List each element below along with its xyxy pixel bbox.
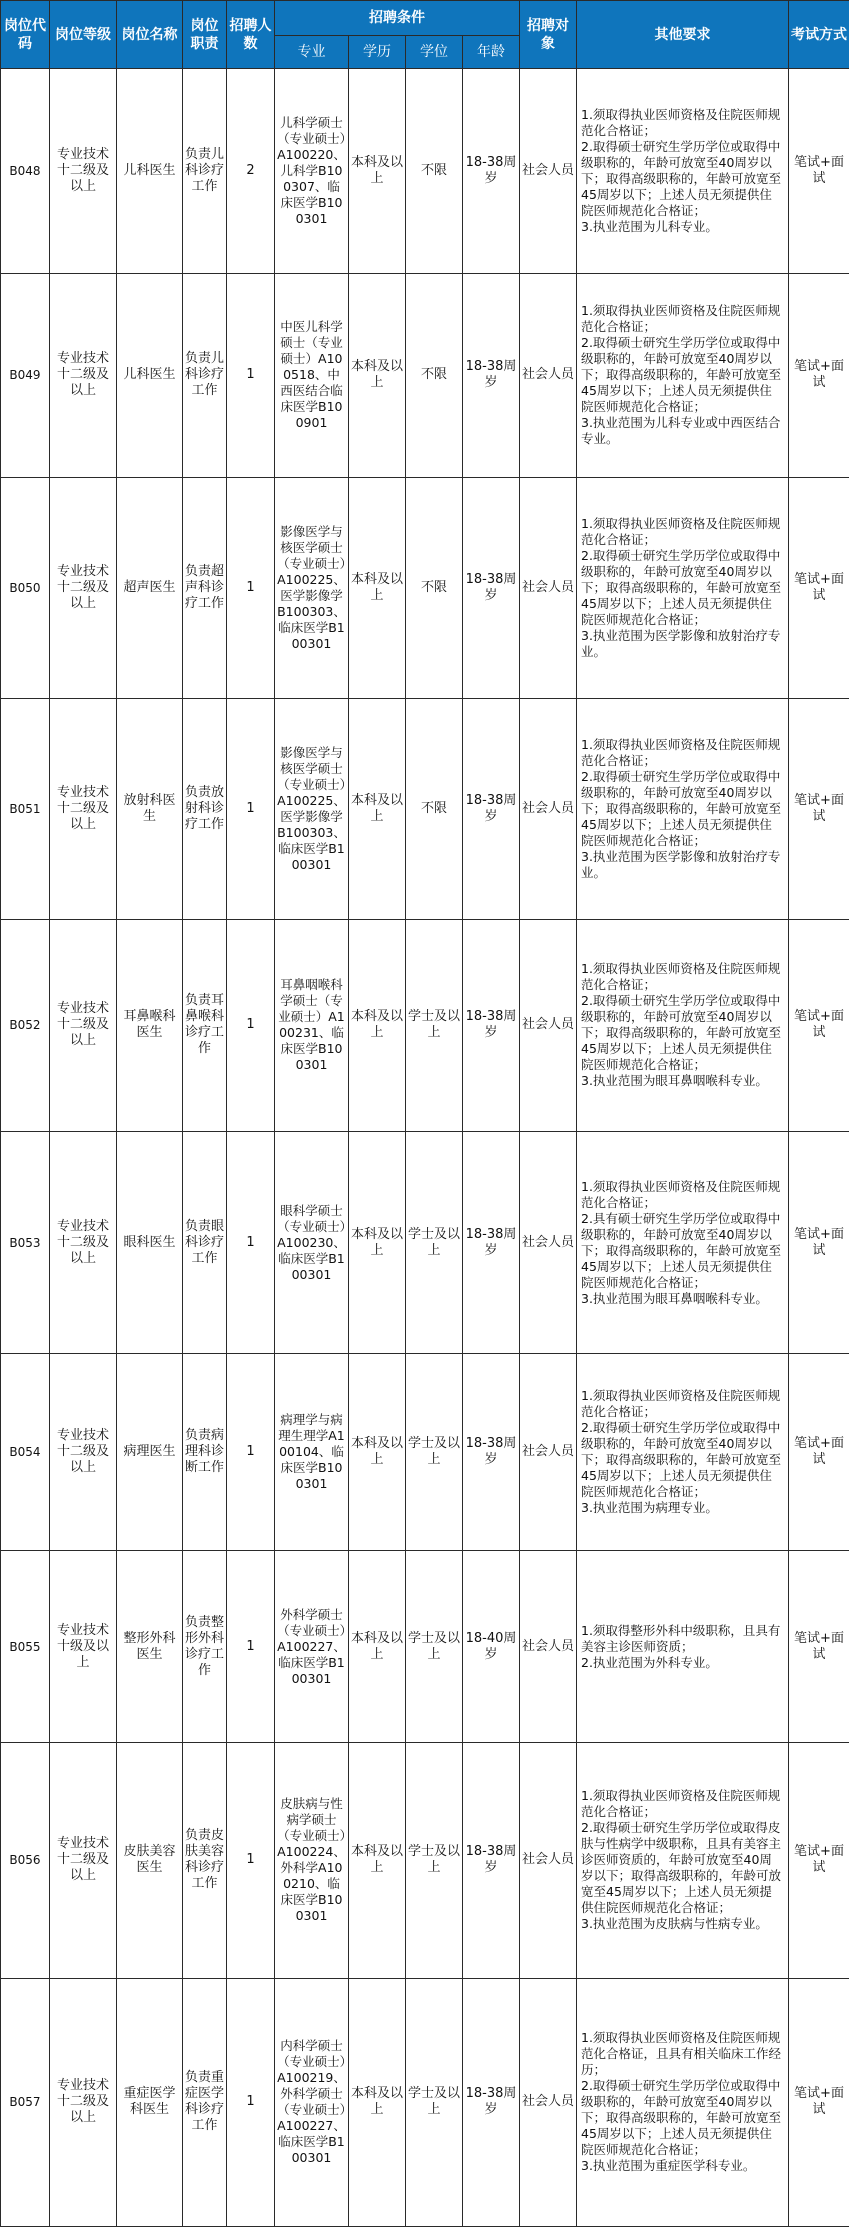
cell-count: 1 (227, 698, 275, 919)
requirement-line: 2.取得硕士研究生学历学位或取得中级职称的，年龄可放宽至40周岁以下；取得高级职称的，年龄可放宽至45周岁以下；上述人员无须提供住院医师规范化合格证； (581, 1420, 782, 1500)
cell-count: 1 (227, 477, 275, 698)
requirement-line: 3.执业范围为皮肤病与性病专业。 (581, 1916, 768, 1932)
header-level: 岗位等级 (50, 1, 117, 69)
cell-degree: 学士及以上 (406, 1978, 463, 2226)
cell-major: 眼科学硕士（专业硕士）A100230、临床医学B100301 (275, 1132, 349, 1354)
cell-exam: 笔试+面试 (789, 273, 849, 477)
table-row (1, 1742, 849, 1978)
cell-level: 专业技术十二级及以上 (50, 273, 117, 477)
header-age: 年龄 (463, 36, 520, 69)
cell-other (577, 698, 789, 919)
cell-level: 专业技术十二级及以上 (50, 69, 117, 274)
cell-age: 18-38周岁 (463, 1742, 520, 1978)
cell-other (577, 69, 789, 274)
cell-degree: 学士及以上 (406, 1742, 463, 1978)
cell-duty: 负责皮肤美容科诊疗工作 (183, 1742, 227, 1978)
header-code: 岗位代码 (1, 1, 50, 69)
cell-age: 18-38周岁 (463, 919, 520, 1132)
cell-name: 耳鼻喉科医生 (117, 919, 183, 1132)
cell-age: 18-38周岁 (463, 1132, 520, 1354)
cell-age: 18-38周岁 (463, 273, 520, 477)
requirement-line: 2.取得硕士研究生学历学位或取得皮肤与性病学中级职称，且具有美容主诊医师资质的，年龄可放宽至40周岁以下；取得高级职称的，年龄可放宽至45周岁以下；上述人员无须提供住院医师规范化合格证； (581, 1820, 782, 1916)
header-education: 学历 (349, 36, 406, 69)
cell-count: 1 (227, 273, 275, 477)
requirement-line: 3.执业范围为儿科专业。 (581, 218, 718, 234)
table-row (1, 273, 849, 477)
cell-education: 本科及以上 (349, 698, 406, 919)
requirement-line: 3.执业范围为眼耳鼻咽喉科专业。 (581, 1290, 768, 1306)
cell-degree: 学士及以上 (406, 1132, 463, 1354)
requirement-line: 2.取得硕士研究生学历学位或取得中级职称的，年龄可放宽至40周岁以下；取得高级职称的，年龄可放宽至45周岁以下；上述人员无须提供住院医师规范化合格证； (581, 138, 782, 218)
requirement-line: 2.取得硕士研究生学历学位或取得中级职称的，年龄可放宽至40周岁以下；取得高级职称的，年龄可放宽至45周岁以下；上述人员无须提供住院医师规范化合格证； (581, 335, 782, 415)
cell-education: 本科及以上 (349, 477, 406, 698)
cell-education: 本科及以上 (349, 1132, 406, 1354)
cell-count: 1 (227, 1742, 275, 1978)
cell-code: B053 (1, 1132, 50, 1354)
cell-name: 皮肤美容医生 (117, 1742, 183, 1978)
cell-code: B048 (1, 69, 50, 274)
cell-other (577, 1742, 789, 1978)
header-count: 招聘人数 (227, 1, 275, 69)
cell-exam: 笔试+面试 (789, 1742, 849, 1978)
cell-exam: 笔试+面试 (789, 1978, 849, 2226)
cell-education: 本科及以上 (349, 1978, 406, 2226)
header-target: 招聘对象 (520, 1, 577, 69)
cell-target: 社会人员 (520, 919, 577, 1132)
requirement-line: 1.须取得执业医师资格及住院医师规范化合格证； (581, 736, 781, 768)
header-degree: 学位 (406, 36, 463, 69)
cell-exam: 笔试+面试 (789, 69, 849, 274)
cell-target: 社会人员 (520, 1978, 577, 2226)
cell-code: B057 (1, 1978, 50, 2226)
header-duty: 岗位职责 (183, 1, 227, 69)
cell-code: B052 (1, 919, 50, 1132)
cell-target: 社会人员 (520, 1132, 577, 1354)
cell-degree: 不限 (406, 69, 463, 274)
requirement-line: 2.执业范围为外科专业。 (581, 1654, 718, 1670)
requirement-line: 1.须取得执业医师资格及住院医师规范化合格证； (581, 961, 781, 993)
cell-degree: 学士及以上 (406, 1551, 463, 1743)
cell-exam: 笔试+面试 (789, 698, 849, 919)
cell-name: 眼科医生 (117, 1132, 183, 1354)
cell-other (577, 919, 789, 1132)
cell-name: 超声医生 (117, 477, 183, 698)
cell-name: 儿科医生 (117, 273, 183, 477)
cell-duty: 负责放射科诊疗工作 (183, 698, 227, 919)
cell-age: 18-38周岁 (463, 1354, 520, 1551)
cell-other (577, 1132, 789, 1354)
cell-age: 18-38周岁 (463, 477, 520, 698)
requirement-line: 1.须取得执业医师资格及住院医师规范化合格证； (581, 106, 781, 138)
cell-exam: 笔试+面试 (789, 477, 849, 698)
header-conditions: 招聘条件 (275, 1, 520, 36)
requirement-line: 1.须取得执业医师资格及住院医师规范化合格证； (581, 1788, 781, 1820)
requirement-line: 2.具有硕士研究生学历学位或取得中级职称的，年龄可放宽至40周岁以下；取得高级职称的，年龄可放宽至45周岁以下；上述人员无须提供住院医师规范化合格证； (581, 1210, 782, 1290)
cell-major: 儿科学硕士（专业硕士）A100220、儿科学B100307、临床医学B100301 (275, 69, 349, 274)
cell-target: 社会人员 (520, 477, 577, 698)
cell-age: 18-38周岁 (463, 698, 520, 919)
cell-level: 专业技术十二级及以上 (50, 1742, 117, 1978)
cell-target: 社会人员 (520, 1742, 577, 1978)
requirement-line: 3.执业范围为病理专业。 (581, 1500, 718, 1516)
requirement-line: 2.取得硕士研究生学历学位或取得中级职称的，年龄可放宽至40周岁以下；取得高级职称的，年龄可放宽至45周岁以下；上述人员无须提供住院医师规范化合格证； (581, 2078, 782, 2158)
cell-major: 皮肤病与性病学硕士（专业硕士）A100224、外科学A100210、临床医学B100301 (275, 1742, 349, 1978)
cell-major: 内科学硕士（专业硕士）A100219、外科学硕士（专业硕士）A100227、临床医学B100301 (275, 1978, 349, 2226)
cell-other (577, 477, 789, 698)
cell-code: B054 (1, 1354, 50, 1551)
table-row (1, 1354, 849, 1551)
requirement-line: 3.执业范围为重症医学科专业。 (581, 2158, 756, 2174)
requirement-line: 2.取得硕士研究生学历学位或取得中级职称的，年龄可放宽至40周岁以下；取得高级职称的，年龄可放宽至45周岁以下；上述人员无须提供住院医师规范化合格证； (581, 547, 782, 627)
cell-code: B050 (1, 477, 50, 698)
cell-education: 本科及以上 (349, 69, 406, 274)
header-exam: 考试方式 (789, 1, 849, 69)
requirement-line: 1.须取得执业医师资格及住院医师规范化合格证； (581, 303, 781, 335)
cell-major: 病理学与病理生理学A100104、临床医学B100301 (275, 1354, 349, 1551)
table-row (1, 1132, 849, 1354)
cell-education: 本科及以上 (349, 1354, 406, 1551)
requirement-line: 1.须取得执业医师资格及住院医师规范化合格证，且具有相关临床工作经历； (581, 2030, 782, 2078)
cell-duty: 负责超声科诊疗工作 (183, 477, 227, 698)
cell-other (577, 1978, 789, 2226)
cell-degree: 不限 (406, 273, 463, 477)
requirement-line: 1.须取得执业医师资格及住院医师规范化合格证； (581, 1178, 781, 1210)
cell-major: 耳鼻咽喉科学硕士（专业硕士）A100231、临床医学B100301 (275, 919, 349, 1132)
cell-major: 影像医学与核医学硕士（专业硕士）A100225、医学影像学B100303、临床医学B100301 (275, 698, 349, 919)
cell-name: 儿科医生 (117, 69, 183, 274)
cell-target: 社会人员 (520, 273, 577, 477)
cell-level: 专业技术十二级及以上 (50, 1132, 117, 1354)
table-row (1, 1551, 849, 1743)
cell-count: 1 (227, 1978, 275, 2226)
cell-education: 本科及以上 (349, 919, 406, 1132)
table-row (1, 919, 849, 1132)
cell-level: 专业技术十级及以上 (50, 1551, 117, 1743)
requirement-line: 1.须取得执业医师资格及住院医师规范化合格证； (581, 1388, 781, 1420)
cell-code: B051 (1, 698, 50, 919)
cell-duty: 负责病理科诊断工作 (183, 1354, 227, 1551)
cell-exam: 笔试+面试 (789, 1551, 849, 1743)
header-other: 其他要求 (577, 1, 789, 69)
cell-level: 专业技术十二级及以上 (50, 698, 117, 919)
cell-education: 本科及以上 (349, 273, 406, 477)
cell-target: 社会人员 (520, 69, 577, 274)
table-row (1, 698, 849, 919)
cell-degree: 学士及以上 (406, 919, 463, 1132)
cell-count: 2 (227, 69, 275, 274)
cell-name: 整形外科医生 (117, 1551, 183, 1743)
cell-education: 本科及以上 (349, 1551, 406, 1743)
cell-exam: 笔试+面试 (789, 1354, 849, 1551)
cell-level: 专业技术十二级及以上 (50, 1354, 117, 1551)
cell-major: 中医儿科学硕士（专业硕士）A100518、中西医结合临床医学B100901 (275, 273, 349, 477)
cell-exam: 笔试+面试 (789, 1132, 849, 1354)
cell-code: B055 (1, 1551, 50, 1743)
cell-major: 影像医学与核医学硕士（专业硕士）A100225、医学影像学B100303、临床医学B100301 (275, 477, 349, 698)
header-name: 岗位名称 (117, 1, 183, 69)
cell-code: B049 (1, 273, 50, 477)
cell-duty: 负责眼科诊疗工作 (183, 1132, 227, 1354)
cell-count: 1 (227, 1354, 275, 1551)
cell-age: 18-40周岁 (463, 1551, 520, 1743)
cell-major: 外科学硕士（专业硕士）A100227、临床医学B100301 (275, 1551, 349, 1743)
cell-degree: 学士及以上 (406, 1354, 463, 1551)
requirement-line: 3.执业范围为儿科专业或中西医结合专业。 (581, 415, 781, 447)
cell-level: 专业技术十二级及以上 (50, 477, 117, 698)
cell-duty: 负责整形外科诊疗工作 (183, 1551, 227, 1743)
cell-target: 社会人员 (520, 1354, 577, 1551)
requirement-line: 1.须取得执业医师资格及住院医师规范化合格证； (581, 515, 781, 547)
cell-age: 18-38周岁 (463, 1978, 520, 2226)
cell-count: 1 (227, 1551, 275, 1743)
cell-duty: 负责儿科诊疗工作 (183, 273, 227, 477)
cell-duty: 负责重症医学科诊疗工作 (183, 1978, 227, 2226)
header-major: 专业 (275, 36, 349, 69)
cell-age: 18-38周岁 (463, 69, 520, 274)
cell-target: 社会人员 (520, 1551, 577, 1743)
cell-degree: 不限 (406, 698, 463, 919)
cell-exam: 笔试+面试 (789, 919, 849, 1132)
cell-name: 放射科医生 (117, 698, 183, 919)
cell-level: 专业技术十二级及以上 (50, 1978, 117, 2226)
cell-duty: 负责耳鼻喉科诊疗工作 (183, 919, 227, 1132)
cell-level: 专业技术十二级及以上 (50, 919, 117, 1132)
requirement-line: 3.执业范围为眼耳鼻咽喉科专业。 (581, 1073, 768, 1089)
cell-other (577, 1551, 789, 1743)
cell-count: 1 (227, 919, 275, 1132)
cell-degree: 不限 (406, 477, 463, 698)
requirement-line: 3.执业范围为医学影像和放射治疗专业。 (581, 627, 781, 659)
cell-name: 病理医生 (117, 1354, 183, 1551)
requirement-line: 3.执业范围为医学影像和放射治疗专业。 (581, 848, 781, 880)
cell-other (577, 273, 789, 477)
cell-education: 本科及以上 (349, 1742, 406, 1978)
requirement-line: 2.取得硕士研究生学历学位或取得中级职称的，年龄可放宽至40周岁以下；取得高级职称的，年龄可放宽至45周岁以下；上述人员无须提供住院医师规范化合格证； (581, 993, 782, 1073)
requirement-line: 1.须取得整形外科中级职称，且具有美容主诊医师资质； (581, 1622, 781, 1654)
table-row (1, 69, 849, 274)
cell-other (577, 1354, 789, 1551)
cell-count: 1 (227, 1132, 275, 1354)
table-row (1, 477, 849, 698)
requirement-line: 2.取得硕士研究生学历学位或取得中级职称的，年龄可放宽至40周岁以下；取得高级职称的，年龄可放宽至45周岁以下；上述人员无须提供住院医师规范化合格证； (581, 768, 782, 848)
cell-name: 重症医学科医生 (117, 1978, 183, 2226)
cell-duty: 负责儿科诊疗工作 (183, 69, 227, 274)
cell-code: B056 (1, 1742, 50, 1978)
cell-target: 社会人员 (520, 698, 577, 919)
table-row (1, 1978, 849, 2226)
